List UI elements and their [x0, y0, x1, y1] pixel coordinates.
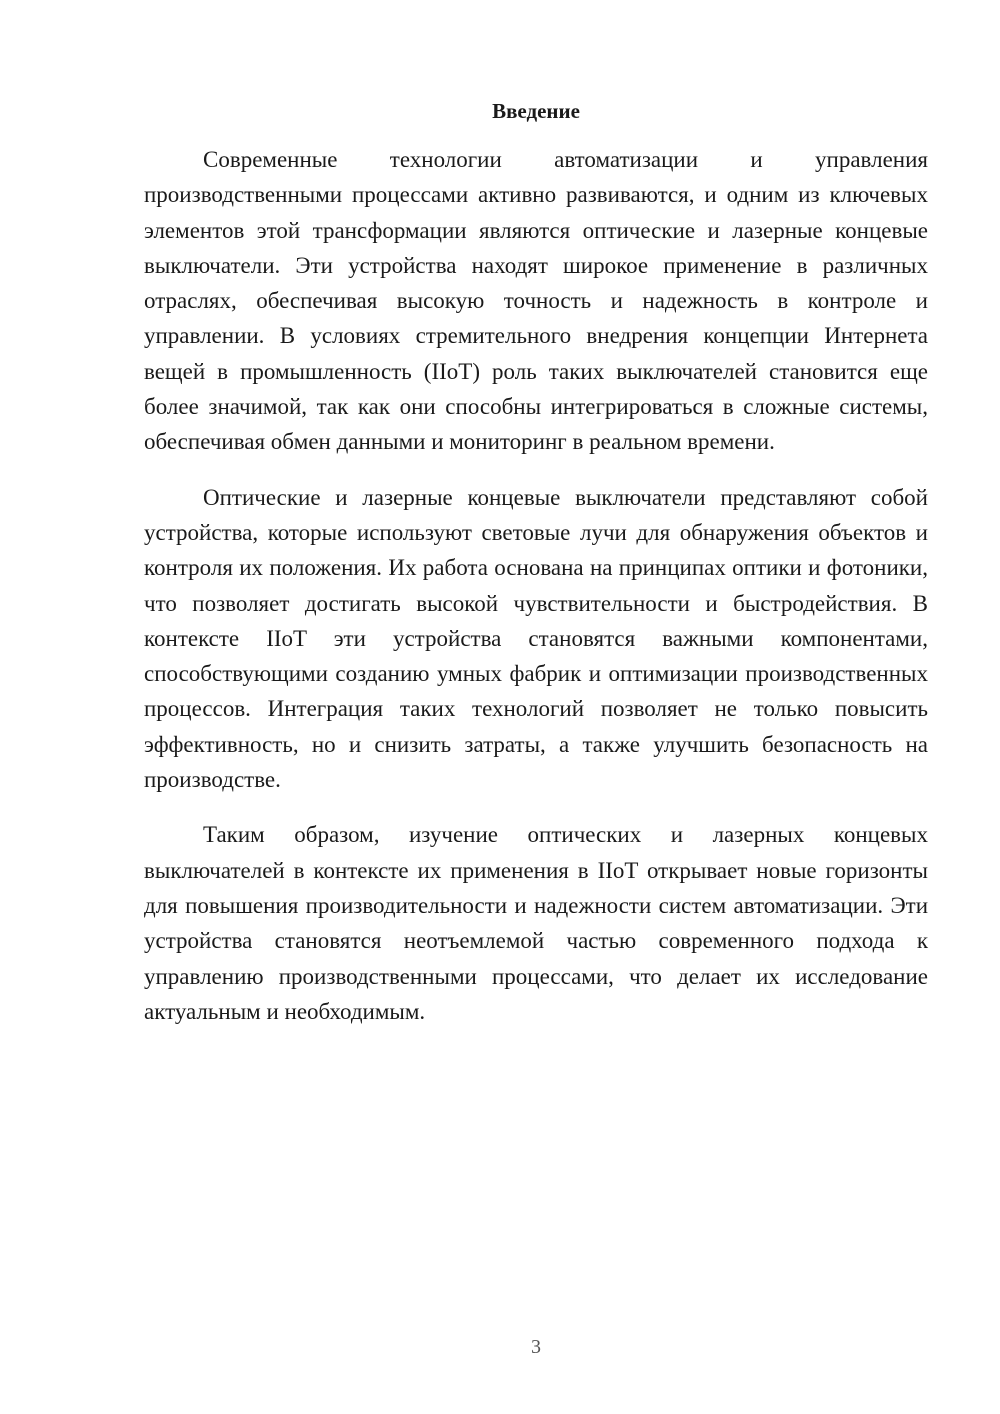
body-text — [144, 142, 928, 1029]
page-number: 3 — [531, 1336, 541, 1358]
section-heading: Введение — [492, 99, 580, 123]
paragraph-1: Современные технологии автоматизации и управления производственными процессами активно развиваются, и одним из ключевых элементов этой трансформации являются оптические и лазерные концевые выключатели. Эти устройства находят широкое применение в различных отраслях, обеспечивая высокую точность и надежность в контроле и управлении. В условиях стремительного внедрения концепции Интернета вещей в промышленность (IIoT) роль таких выключателей становится еще более значимой, так как они способны интегрироваться в сложные системы, обеспечивая обмен данными и мониторинг в реальном времени. — [144, 147, 928, 455]
paragraph-2: Оптические и лазерные концевые выключатели представляют собой устройства, которые используют световые лучи для обнаружения объектов и контроля их положения. Их работа основана на принципах оптики и фотоники, что позволяет достигать высокой чувствительности и быстродействия. В контексте IIoT эти устройства становятся важными компонентами, способствующими созданию умных фабрик и оптимизации производственных процессов. Интеграция таких технологий позволяет не только повысить эффективность, но и снизить затраты, а также улучшить безопасность на производстве. — [144, 484, 928, 793]
paragraph-3: Таким образом, изучение оптических и лазерных концевых выключателей в контексте их применения в IIoT открывает новые горизонты для повышения производительности и надежности систем автоматизации. Эти устройства становятся неотъемлемой частью современного подхода к управлению производственными процессами, что делает их исследование актуальным и необходимым. — [144, 822, 928, 1024]
